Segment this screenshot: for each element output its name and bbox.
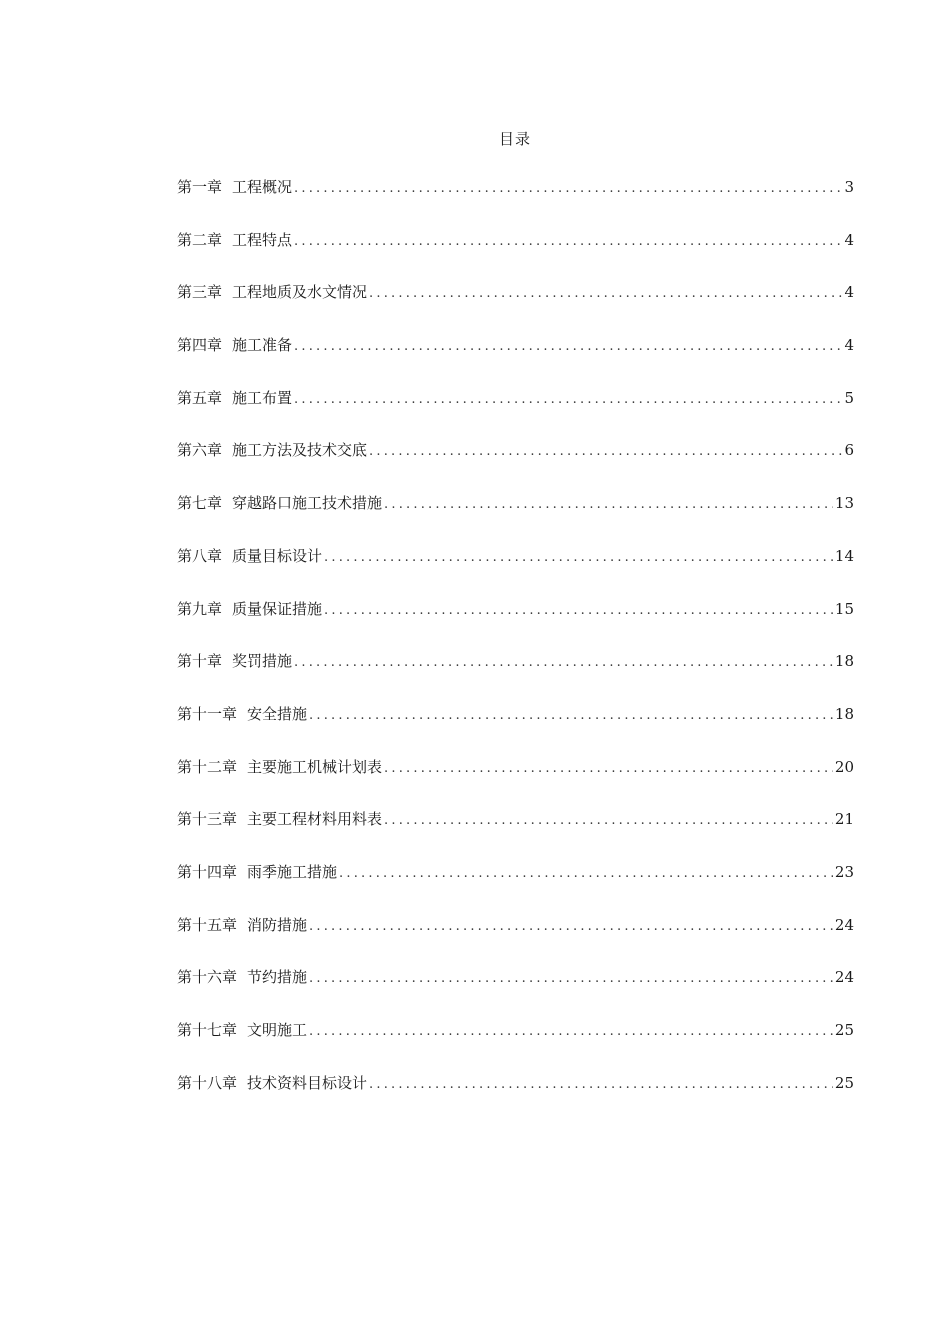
- toc-page-number: 20: [834, 757, 854, 776]
- toc-chapter-heading: 技术资料目标设计: [247, 1073, 368, 1092]
- toc-chapter-heading: 安全措施: [247, 704, 308, 723]
- toc-page-number: 6: [844, 441, 854, 460]
- toc-chapter-number: 第四章: [177, 336, 223, 355]
- toc-dot-leader: [294, 655, 833, 670]
- toc-entry[interactable]: [177, 176, 854, 229]
- toc-dot-leader: [324, 550, 833, 565]
- toc-chapter-number: 第十二章: [177, 757, 238, 776]
- toc-entry[interactable]: [177, 598, 854, 651]
- toc-entry[interactable]: [177, 1019, 854, 1072]
- toc-page-number: 18: [834, 704, 854, 723]
- toc-page-number: 15: [834, 599, 854, 618]
- toc-chapter-heading: 消防措施: [247, 915, 308, 934]
- toc-dot-leader: [369, 444, 842, 459]
- toc-chapter-heading: 工程特点: [232, 230, 293, 249]
- toc-dot-leader: [384, 813, 833, 828]
- toc-page-number: 4: [844, 283, 854, 302]
- toc-entry[interactable]: [177, 703, 854, 756]
- toc-dot-leader: [294, 181, 842, 196]
- toc-chapter-number: 第六章: [177, 441, 223, 460]
- toc-entry[interactable]: [177, 650, 854, 703]
- toc-dot-leader: [309, 1024, 833, 1039]
- toc-chapter-number: 第三章: [177, 283, 223, 302]
- toc-entry[interactable]: [177, 387, 854, 440]
- toc-chapter-number: 第九章: [177, 599, 223, 618]
- toc-page-number: 14: [834, 546, 854, 565]
- toc-chapter-heading: 质量保证措施: [232, 599, 323, 618]
- toc-chapter-number: 第十七章: [177, 1021, 238, 1039]
- toc-chapter-number: 第八章: [177, 546, 223, 565]
- toc-entry[interactable]: [177, 492, 854, 545]
- toc-page-number: 21: [834, 810, 854, 829]
- toc-chapter-heading: 质量目标设计: [232, 546, 323, 565]
- toc-page-number: 24: [834, 915, 854, 934]
- toc-entry[interactable]: [177, 914, 854, 967]
- toc-chapter-heading: 主要工程材料用料表: [247, 810, 383, 829]
- toc-chapter-heading: 工程概况: [232, 178, 293, 196]
- toc-dot-leader: [339, 866, 833, 881]
- toc-page-number: 25: [834, 1073, 854, 1092]
- toc-page-number: 18: [834, 652, 854, 671]
- toc-chapter-number: 第十一章: [177, 704, 238, 723]
- toc-page-number: 3: [844, 178, 854, 196]
- toc-entry[interactable]: [177, 281, 854, 334]
- toc-page-number: 24: [834, 968, 854, 987]
- toc-dot-leader: [369, 1077, 833, 1092]
- table-of-contents: [177, 176, 854, 1124]
- toc-chapter-number: 第十章: [177, 652, 223, 671]
- toc-entry[interactable]: [177, 1072, 854, 1125]
- toc-chapter-number: 第一章: [177, 178, 223, 196]
- toc-dot-leader: [384, 761, 833, 776]
- toc-dot-leader: [294, 392, 842, 407]
- toc-dot-leader: [309, 919, 833, 934]
- toc-chapter-heading: 主要施工机械计划表: [247, 757, 383, 776]
- toc-chapter-heading: 奖罚措施: [232, 652, 293, 671]
- toc-chapter-heading: 施工方法及技术交底: [232, 441, 368, 460]
- toc-entry[interactable]: [177, 439, 854, 492]
- toc-chapter-heading: 节约措施: [247, 968, 308, 987]
- toc-chapter-heading: 穿越路口施工技术措施: [232, 494, 383, 513]
- toc-chapter-heading: 文明施工: [247, 1021, 308, 1039]
- toc-page-number: 4: [844, 230, 854, 249]
- toc-chapter-number: 第二章: [177, 230, 223, 249]
- toc-chapter-number: 第五章: [177, 388, 223, 407]
- toc-dot-leader: [309, 708, 833, 723]
- toc-page-number: 5: [844, 388, 854, 407]
- toc-dot-leader: [324, 603, 833, 618]
- toc-dot-leader: [369, 286, 842, 301]
- toc-chapter-heading: 施工准备: [232, 336, 293, 355]
- toc-entry[interactable]: [177, 756, 854, 809]
- toc-chapter-number: 第七章: [177, 494, 223, 513]
- toc-chapter-number: 第十三章: [177, 810, 238, 829]
- toc-chapter-heading: 工程地质及水文情况: [232, 283, 368, 302]
- toc-entry[interactable]: [177, 808, 854, 861]
- toc-entry[interactable]: [177, 229, 854, 282]
- toc-title: 目录: [498, 130, 531, 148]
- toc-page-number: 23: [834, 862, 854, 881]
- toc-dot-leader: [384, 497, 833, 512]
- toc-chapter-number: 第十四章: [177, 862, 238, 881]
- toc-chapter-heading: 雨季施工措施: [247, 862, 338, 881]
- toc-entry[interactable]: [177, 545, 854, 598]
- toc-page-number: 4: [844, 336, 854, 355]
- toc-page-number: 25: [834, 1021, 854, 1039]
- toc-chapter-number: 第十八章: [177, 1073, 238, 1092]
- toc-page-number: 13: [834, 494, 854, 513]
- toc-entry[interactable]: [177, 966, 854, 1019]
- toc-chapter-number: 第十五章: [177, 915, 238, 934]
- toc-dot-leader: [309, 971, 833, 986]
- toc-chapter-heading: 施工布置: [232, 388, 293, 407]
- toc-chapter-number: 第十六章: [177, 968, 238, 987]
- toc-dot-leader: [294, 339, 842, 354]
- toc-entry[interactable]: [177, 334, 854, 387]
- toc-entry[interactable]: [177, 861, 854, 914]
- toc-dot-leader: [294, 234, 842, 249]
